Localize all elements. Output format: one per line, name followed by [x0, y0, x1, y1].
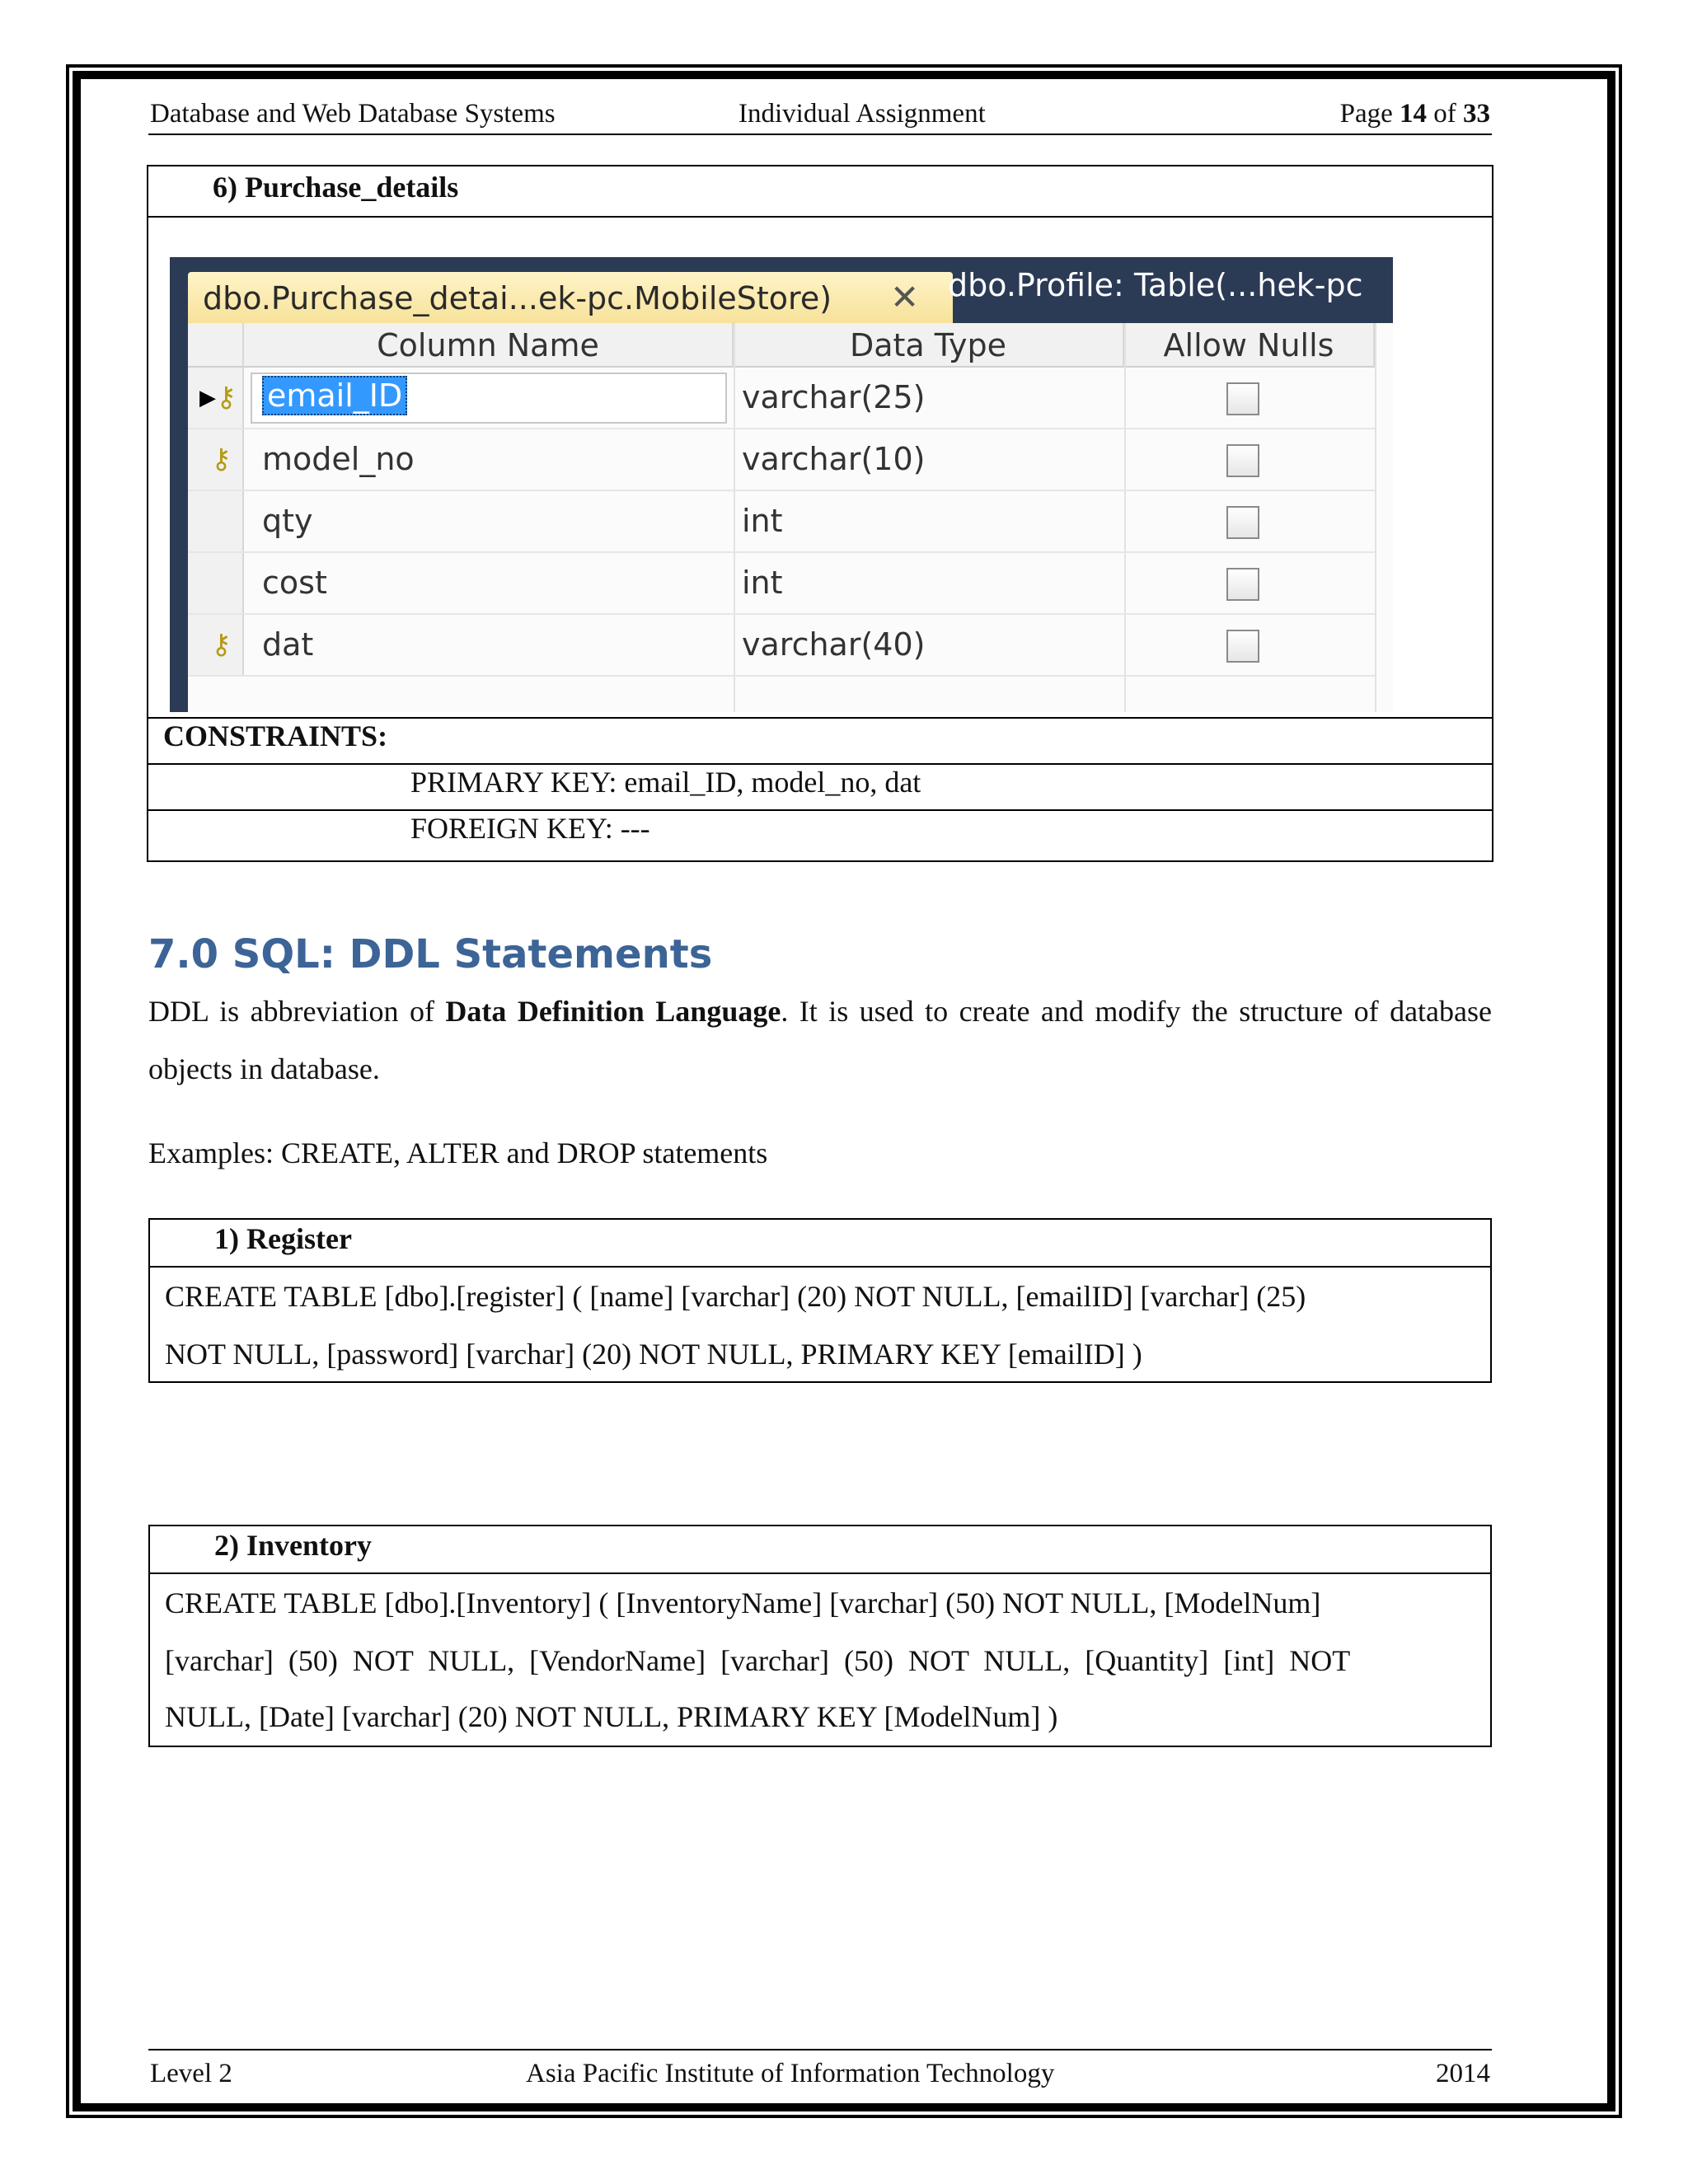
purchase-details-title: 6) Purchase_details	[213, 171, 459, 204]
footer-institute: Asia Pacific Institute of Information Technology	[526, 2059, 1055, 2088]
table-row[interactable]	[188, 368, 1375, 429]
table-row[interactable]	[188, 615, 1375, 677]
column-name-cell[interactable]: dat	[262, 626, 314, 663]
ddl-text-post: . It is used to create and modify the structure of database objects in database.	[148, 995, 1492, 1085]
ddl-definition-paragraph	[148, 982, 1492, 1098]
grid-divider	[1375, 323, 1376, 712]
page-current: 14	[1400, 99, 1427, 129]
tab-purchase-details-label: dbo.Purchase_detai...ek-pc.MobileStore)	[203, 280, 832, 316]
purchase-title-divider	[148, 216, 1492, 218]
row-selector[interactable]	[188, 553, 244, 613]
table-row[interactable]	[188, 429, 1375, 491]
ddl-text-bold: Data Definition Language	[445, 995, 781, 1028]
data-type-cell[interactable]: varchar(40)	[742, 626, 926, 663]
header-assignment: Individual Assignment	[738, 99, 986, 129]
footer-year: 2014	[1436, 2059, 1490, 2088]
column-header-allow-nulls[interactable]: Allow Nulls	[1124, 323, 1375, 368]
inventory-sql-line-3: NULL, [Date] [varchar] (20) NOT NULL, PRIMARY KEY [ModelNum] )	[165, 1700, 1058, 1733]
primary-key-text: PRIMARY KEY: email_ID, model_no, dat	[410, 766, 921, 799]
data-type-cell[interactable]: varchar(10)	[742, 441, 926, 477]
column-name-cell[interactable]	[262, 377, 407, 414]
allow-nulls-checkbox[interactable]	[1226, 506, 1259, 539]
section-heading: 7.0 SQL: DDL Statements	[148, 931, 713, 977]
key-icon: ⚷	[216, 381, 237, 414]
register-ddl-box	[148, 1218, 1492, 1383]
column-name-cell[interactable]: model_no	[262, 441, 415, 477]
ddl-text-pre: DDL is abbreviation of	[148, 995, 446, 1028]
page-prefix: Page	[1339, 99, 1393, 129]
allow-nulls-checkbox[interactable]	[1226, 630, 1259, 663]
column-name-cell[interactable]: qty	[262, 503, 313, 539]
data-type-cell[interactable]: int	[742, 565, 783, 601]
key-icon: ⚷	[211, 443, 232, 476]
tab-profile[interactable]: dbo.Profile: Table(...hek-pc	[948, 267, 1363, 303]
allow-nulls-checkbox[interactable]	[1226, 568, 1259, 601]
register-title: 1) Register	[214, 1222, 352, 1255]
data-type-cell[interactable]: varchar(25)	[742, 379, 926, 415]
inventory-sql-line-1: CREATE TABLE [dbo].[Inventory] ( [InventoryName] [varchar] (50) NOT NULL, [ModelNum]	[165, 1586, 1321, 1619]
header-course: Database and Web Database Systems	[150, 99, 556, 129]
register-sql-line-1: CREATE TABLE [dbo].[register] ( [name] [varchar] (20) NOT NULL, [emailID] [varchar] (25)	[165, 1280, 1306, 1313]
table-designer-screenshot	[170, 257, 1393, 712]
register-sql-line-2: NOT NULL, [password] [varchar] (20) NOT NULL, PRIMARY KEY [emailID] )	[165, 1338, 1142, 1371]
footer-level: Level 2	[150, 2059, 232, 2088]
constraints-label: CONSTRAINTS:	[163, 719, 388, 752]
foreign-key-text: FOREIGN KEY: ---	[410, 812, 650, 845]
selected-column-name: email_ID	[262, 376, 407, 415]
key-icon: ⚷	[211, 628, 232, 661]
inventory-sql-line-2: [varchar] (50) NOT NULL, [VendorName] [varchar] (50) NOT NULL, [Quantity] [int] NOT	[165, 1644, 1351, 1677]
table-row[interactable]	[188, 491, 1375, 553]
close-icon[interactable]: ✕	[890, 277, 920, 317]
column-header-type[interactable]: Data Type	[734, 323, 1124, 368]
inventory-title: 2) Inventory	[214, 1529, 372, 1562]
allow-nulls-checkbox[interactable]	[1226, 444, 1259, 477]
column-header-name[interactable]: Column Name	[244, 323, 734, 368]
tab-purchase-details[interactable]	[188, 272, 953, 323]
designer-left-bar	[170, 323, 188, 712]
allow-nulls-checkbox[interactable]	[1226, 382, 1259, 415]
header-page-number	[1340, 99, 1490, 129]
row-selector[interactable]	[188, 491, 244, 551]
column-name-cell[interactable]: cost	[262, 565, 327, 601]
column-grid	[188, 323, 1393, 712]
foreign-key-divider	[148, 809, 1492, 811]
ddl-examples: Examples: CREATE, ALTER and DROP statements	[148, 1137, 768, 1169]
row-selector-header	[188, 323, 244, 368]
page-of: of	[1433, 99, 1456, 129]
page-header	[148, 97, 1492, 135]
page-total: 33	[1463, 99, 1490, 129]
inventory-ddl-box	[148, 1525, 1492, 1747]
table-row[interactable]	[188, 553, 1375, 615]
arrow-icon: ▶	[199, 386, 216, 410]
page-footer	[148, 2049, 1492, 2088]
data-type-cell[interactable]: int	[742, 503, 783, 539]
